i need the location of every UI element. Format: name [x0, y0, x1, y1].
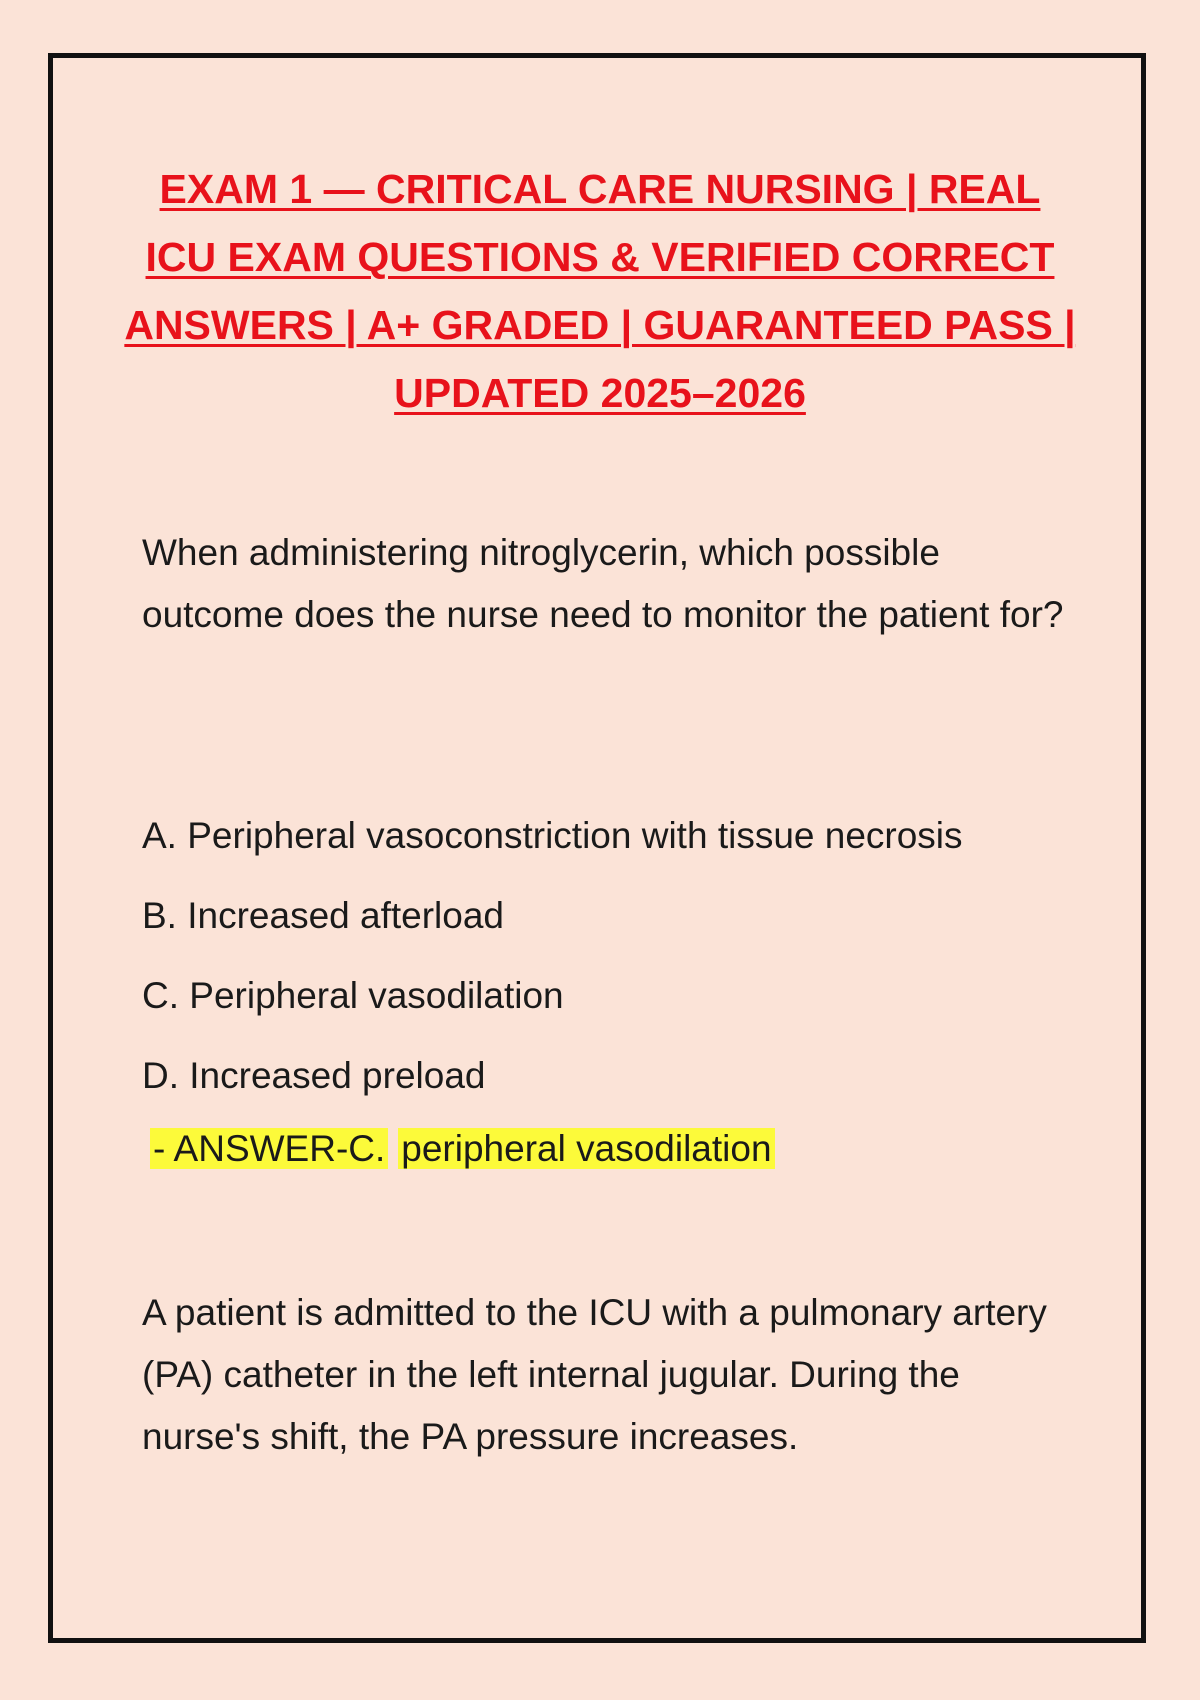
- answer-text: peripheral vasodilation: [398, 1128, 774, 1169]
- question-2-text: A patient is admitted to the ICU with a pulmonary artery (PA) catheter in the left internal jugular. During the nurse's shift, the PA pressure increases.: [142, 1292, 1047, 1457]
- question-1-answer: [150, 1121, 775, 1177]
- option-a: A. Peripheral vasoconstriction with tissue necrosis: [142, 815, 963, 856]
- option-c: C. Peripheral vasodilation: [142, 975, 564, 1016]
- document-title: EXAM 1 — CRITICAL CARE NURSING | REAL ICU EXAM QUESTIONS & VERIFIED CORRECT ANSWERS | A+ GRADED | GUARANTEED PASS | UPDATED 2025–2026: [124, 166, 1076, 416]
- option-d: D. Increased preload: [142, 1055, 486, 1096]
- question-1-text: When administering nitroglycerin, which possible outcome does the nurse need to monitor the patient for?: [142, 532, 1064, 635]
- option-b: B. Increased afterload: [142, 895, 504, 936]
- question-1-options: [142, 806, 963, 1126]
- answer-prefix: - ANSWER-C.: [150, 1128, 388, 1169]
